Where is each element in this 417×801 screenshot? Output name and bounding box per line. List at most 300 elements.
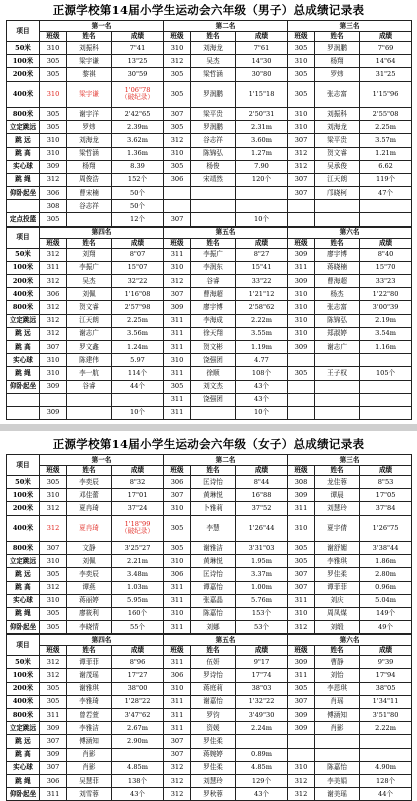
- score-cell: 3'38"44: [360, 541, 412, 554]
- score-cell: 10个: [236, 213, 288, 226]
- name-cell: 吴杰: [67, 275, 112, 288]
- name-cell: 郑淑婷: [315, 327, 360, 340]
- score-cell: 1.16m: [360, 340, 412, 353]
- column-header-name: 姓名: [191, 466, 236, 476]
- class-cell: 312: [40, 314, 67, 327]
- score-cell: 43个: [112, 788, 164, 801]
- event-label: 50米: [7, 248, 40, 261]
- class-cell: 306: [40, 187, 67, 200]
- class-cell: 305: [164, 380, 191, 393]
- score-cell: [360, 213, 412, 226]
- name-cell: 谢志广: [315, 340, 360, 353]
- name-cell: 罗润鹏: [315, 42, 360, 55]
- score-cell: 47个: [360, 187, 412, 200]
- rank-header: 第四名: [40, 227, 164, 238]
- name-cell: 李润东: [191, 261, 236, 274]
- score-cell: 8"44: [236, 476, 288, 489]
- event-label: 跳 绳: [7, 774, 40, 787]
- class-cell: 307: [164, 213, 191, 226]
- score-cell: [360, 354, 412, 367]
- name-cell: 肖瑶: [315, 695, 360, 708]
- name-cell: 谭燕: [67, 581, 112, 594]
- class-cell: 311: [164, 695, 191, 708]
- score-cell: 8"53: [360, 476, 412, 489]
- event-label: 仰卧起坐: [7, 621, 40, 634]
- table-row: [7, 502, 412, 515]
- class-cell: 306: [164, 173, 191, 186]
- column-header-score: 成绩: [360, 646, 412, 656]
- column-header-item: 项目: [7, 455, 40, 476]
- name-cell: 罗秋蓉: [191, 788, 236, 801]
- score-cell: 8"32: [112, 476, 164, 489]
- score-cell: 3'49"30: [236, 709, 288, 722]
- score-cell: 4.77: [236, 354, 288, 367]
- name-cell: [191, 187, 236, 200]
- score-cell: 3.57m: [360, 134, 412, 147]
- name-cell: 陈嘉怡: [191, 607, 236, 620]
- class-cell: 311: [40, 261, 67, 274]
- score-cell: [360, 380, 412, 393]
- name-cell: 刘缎: [315, 621, 360, 634]
- table-row: [7, 42, 412, 55]
- score-cell: 3.48m: [112, 568, 164, 581]
- score-cell: 10个: [236, 406, 288, 419]
- class-cell: 311: [164, 581, 191, 594]
- class-cell: 312: [40, 248, 67, 261]
- score-cell: 2.39m: [112, 121, 164, 134]
- score-cell: 114个: [112, 367, 164, 380]
- name-cell: 周俊浩: [67, 173, 112, 186]
- class-cell: 306: [40, 774, 67, 787]
- class-cell: 311: [164, 406, 191, 419]
- event-label: 跳 远: [7, 568, 40, 581]
- class-cell: 306: [164, 669, 191, 682]
- class-cell: 306: [164, 568, 191, 581]
- column-header-score: 成绩: [236, 466, 288, 476]
- name-cell: [315, 213, 360, 226]
- class-cell: 310: [40, 134, 67, 147]
- class-cell: 310: [288, 761, 315, 774]
- table-row: [7, 275, 412, 288]
- name-cell: 蒋丽婷: [67, 594, 112, 607]
- score-cell: 120个: [236, 173, 288, 186]
- score-cell: 1'16"08: [112, 288, 164, 301]
- name-cell: 蒋晓楠: [315, 261, 360, 274]
- score-cell: 138个: [112, 774, 164, 787]
- class-cell: 310: [164, 354, 191, 367]
- class-cell: 305: [40, 68, 67, 81]
- table-row: [7, 621, 412, 634]
- score-cell: 16"88: [236, 489, 288, 502]
- score-cell: 2'42"65: [112, 107, 164, 120]
- name-cell: 梁哲涵: [67, 147, 112, 160]
- name-cell: 谢雅洁: [191, 541, 236, 554]
- name-cell: 张志富: [315, 81, 360, 107]
- name-cell: 资媛: [191, 722, 236, 735]
- score-cell: 15"70: [360, 261, 412, 274]
- name-cell: 李雅洁: [67, 722, 112, 735]
- rank-header: 第一名: [40, 21, 164, 32]
- table-row: [7, 327, 412, 340]
- event-label: 200米: [7, 275, 40, 288]
- score-cell: 3'31"03: [236, 541, 288, 554]
- event-label: [7, 406, 40, 419]
- event-label: 200米: [7, 68, 40, 81]
- name-cell: 宋靖然: [191, 173, 236, 186]
- score-cell: 119个: [360, 173, 412, 186]
- score-cell: 2.21m: [112, 555, 164, 568]
- score-cell: 1'28"22: [112, 695, 164, 708]
- name-cell: 谢美瑶: [315, 788, 360, 801]
- name-cell: 曹海超: [191, 288, 236, 301]
- class-cell: 312: [40, 275, 67, 288]
- class-cell: 309: [288, 489, 315, 502]
- name-cell: 刘娜: [191, 621, 236, 634]
- table-row: [7, 187, 412, 200]
- class-cell: 312: [164, 55, 191, 68]
- score-cell: 33"23: [360, 275, 412, 288]
- event-label: 100米: [7, 669, 40, 682]
- name-cell: 卜雅莉: [191, 502, 236, 515]
- name-cell: 贺文睿: [315, 147, 360, 160]
- name-cell: [315, 354, 360, 367]
- name-cell: 贺文睿: [67, 301, 112, 314]
- table-row: [7, 55, 412, 68]
- event-label: 跳 高: [7, 581, 40, 594]
- name-cell: 李雅琦: [67, 695, 112, 708]
- score-cell: 0.89m: [236, 748, 288, 761]
- class-cell: 312: [40, 502, 67, 515]
- name-cell: 梁平贵: [191, 107, 236, 120]
- name-cell: 肖影: [67, 748, 112, 761]
- name-cell: 张嘉晶: [191, 594, 236, 607]
- score-cell: 5.97: [112, 354, 164, 367]
- class-cell: 312: [40, 656, 67, 669]
- class-cell: 310: [288, 314, 315, 327]
- event-label: 跳 远: [7, 134, 40, 147]
- name-cell: 谢茂瑶: [67, 669, 112, 682]
- score-cell: 1'18"99 （破纪录）: [112, 515, 164, 541]
- class-cell: 310: [288, 301, 315, 314]
- name-cell: 李奕辰: [67, 476, 112, 489]
- class-cell: 309: [288, 248, 315, 261]
- class-cell: 305: [288, 555, 315, 568]
- event-label: 跳 绳: [7, 607, 40, 620]
- name-cell: 伍妍: [191, 656, 236, 669]
- name-cell: 陈锦弘: [315, 314, 360, 327]
- name-cell: 谢宇洋: [67, 107, 112, 120]
- score-cell: 31"25: [360, 68, 412, 81]
- name-cell: 吴杰: [191, 55, 236, 68]
- score-cell: 1.24m: [112, 340, 164, 353]
- class-cell: 307: [40, 541, 67, 554]
- event-label: [7, 200, 40, 213]
- score-cell: 149个: [360, 607, 412, 620]
- rank-header: 第五名: [164, 227, 288, 238]
- rank-header: 第三名: [288, 21, 412, 32]
- page-separator: [0, 424, 417, 431]
- name-cell: 罗佳柔: [191, 761, 236, 774]
- score-cell: 1.86m: [360, 555, 412, 568]
- event-label: 跳 远: [7, 327, 40, 340]
- class-cell: 305: [40, 107, 67, 120]
- score-cell: 2'55"08: [360, 107, 412, 120]
- name-cell: 刘慧玲: [315, 502, 360, 515]
- class-cell: 311: [164, 656, 191, 669]
- score-cell: 1.21m: [360, 147, 412, 160]
- event-label: 立定跳远: [7, 121, 40, 134]
- class-cell: 312: [164, 275, 191, 288]
- name-cell: 夏冉琦: [67, 515, 112, 541]
- name-cell: 陈建伟: [67, 354, 112, 367]
- event-label: 50米: [7, 656, 40, 669]
- column-header-score: 成绩: [236, 238, 288, 248]
- column-header-class: 班级: [40, 466, 67, 476]
- name-cell: 李振广: [67, 261, 112, 274]
- class-cell: 307: [288, 581, 315, 594]
- name-cell: 傅涵知: [315, 709, 360, 722]
- name-cell: 邝晓柯: [315, 187, 360, 200]
- class-cell: 311: [40, 788, 67, 801]
- score-cell: 38"05: [360, 682, 412, 695]
- class-cell: 310: [164, 261, 191, 274]
- class-cell: 310: [40, 489, 67, 502]
- score-cell: 4.85m: [236, 761, 288, 774]
- class-cell: 310: [40, 354, 67, 367]
- class-cell: 306: [40, 288, 67, 301]
- name-cell: 李雅琪: [315, 555, 360, 568]
- score-cell: 1.03m: [112, 581, 164, 594]
- score-cell: 1.27m: [236, 147, 288, 160]
- score-cell: 53个: [236, 621, 288, 634]
- event-label: 800米: [7, 107, 40, 120]
- column-header-name: 姓名: [315, 238, 360, 248]
- class-cell: 305: [288, 682, 315, 695]
- class-cell: 310: [164, 147, 191, 160]
- name-cell: 刘振科: [67, 42, 112, 55]
- score-cell: 17"05: [360, 489, 412, 502]
- name-cell: [315, 200, 360, 213]
- class-cell: [288, 213, 315, 226]
- name-cell: [67, 406, 112, 419]
- name-cell: 张志富: [315, 301, 360, 314]
- column-header-class: 班级: [164, 466, 191, 476]
- event-label: 仰卧起坐: [7, 788, 40, 801]
- score-cell: 17"01: [112, 489, 164, 502]
- class-cell: 312: [288, 774, 315, 787]
- class-cell: 305: [288, 42, 315, 55]
- table-row: [7, 568, 412, 581]
- score-cell: [236, 735, 288, 748]
- class-cell: 312: [288, 621, 315, 634]
- name-cell: 谭菲菲: [67, 656, 112, 669]
- name-cell: 周凤煤: [315, 607, 360, 620]
- score-cell: 160个: [112, 607, 164, 620]
- score-cell: 15"41: [236, 261, 288, 274]
- table-row: [7, 774, 412, 787]
- name-cell: 罗文鑫: [67, 340, 112, 353]
- name-cell: 杨翔: [315, 55, 360, 68]
- score-cell: 3.55m: [236, 327, 288, 340]
- name-cell: 谭晨: [315, 489, 360, 502]
- table-row: [7, 213, 412, 226]
- class-cell: 305: [288, 81, 315, 107]
- class-cell: 307: [288, 173, 315, 186]
- class-cell: [288, 380, 315, 393]
- class-cell: 312: [40, 515, 67, 541]
- event-label: [7, 393, 40, 406]
- table-row: [7, 476, 412, 489]
- name-cell: 刘海龙: [67, 134, 112, 147]
- name-cell: 江天朗: [315, 173, 360, 186]
- name-cell: 罗润鹏: [191, 121, 236, 134]
- name-cell: 饶强团: [191, 393, 236, 406]
- score-cell: 17"27: [112, 669, 164, 682]
- class-cell: 305: [40, 568, 67, 581]
- class-cell: [288, 200, 315, 213]
- score-cell: 37"84: [360, 502, 412, 515]
- class-cell: 309: [40, 406, 67, 419]
- score-cell: 44个: [112, 380, 164, 393]
- score-cell: 8"27: [236, 248, 288, 261]
- name-cell: [315, 406, 360, 419]
- class-cell: 311: [288, 502, 315, 515]
- name-cell: 刘庆: [315, 594, 360, 607]
- class-cell: 305: [40, 621, 67, 634]
- class-cell: 310: [288, 515, 315, 541]
- score-cell: 8"96: [112, 656, 164, 669]
- name-cell: 曹海超: [315, 275, 360, 288]
- class-cell: 311: [40, 709, 67, 722]
- class-cell: 310: [288, 107, 315, 120]
- class-cell: 305: [40, 682, 67, 695]
- class-cell: 307: [164, 735, 191, 748]
- table-row: [7, 695, 412, 708]
- class-cell: 307: [288, 187, 315, 200]
- score-cell: 30"80: [236, 68, 288, 81]
- class-cell: 311: [164, 248, 191, 261]
- column-header-name: 姓名: [315, 32, 360, 42]
- name-cell: 刘怡: [315, 669, 360, 682]
- class-cell: 310: [40, 81, 67, 107]
- column-header-class: 班级: [164, 238, 191, 248]
- event-label: 跳 绳: [7, 367, 40, 380]
- class-cell: 307: [164, 748, 191, 761]
- name-cell: 匡诗怡: [191, 476, 236, 489]
- name-cell: [67, 213, 112, 226]
- boys-sheet: [6, 0, 411, 420]
- event-label: 实心球: [7, 354, 40, 367]
- score-cell: 4.90m: [360, 761, 412, 774]
- name-cell: 谷睿: [191, 275, 236, 288]
- score-cell: 14"30: [236, 55, 288, 68]
- table-row: [7, 669, 412, 682]
- class-cell: [288, 406, 315, 419]
- class-cell: 307: [164, 288, 191, 301]
- class-cell: 305: [40, 213, 67, 226]
- score-cell: 4.85m: [112, 761, 164, 774]
- rank-header: 第六名: [288, 227, 412, 238]
- score-cell: 50个: [112, 200, 164, 213]
- class-cell: 311: [164, 621, 191, 634]
- class-cell: 310: [164, 607, 191, 620]
- event-label: 立定跳远: [7, 555, 40, 568]
- table-row: [7, 288, 412, 301]
- table-row: [7, 81, 412, 107]
- score-cell: 2.67m: [112, 722, 164, 735]
- class-cell: [288, 735, 315, 748]
- class-cell: 311: [164, 327, 191, 340]
- class-cell: 309: [40, 722, 67, 735]
- name-cell: 刘文杰: [191, 380, 236, 393]
- column-header-name: 姓名: [191, 238, 236, 248]
- event-label: 实心球: [7, 761, 40, 774]
- score-cell: 1.36m: [112, 147, 164, 160]
- name-cell: 杨翔: [67, 160, 112, 173]
- score-cell: 0.96m: [360, 581, 412, 594]
- name-cell: 李美娟: [315, 774, 360, 787]
- name-cell: 龙佳蓉: [315, 476, 360, 489]
- class-cell: 305: [40, 695, 67, 708]
- score-cell: 9"39: [360, 656, 412, 669]
- score-cell: 30"59: [112, 68, 164, 81]
- name-cell: 李晓情: [67, 621, 112, 634]
- score-cell: 17"94: [360, 669, 412, 682]
- class-cell: 307: [164, 107, 191, 120]
- score-cell: 2.80m: [360, 568, 412, 581]
- class-cell: [288, 748, 315, 761]
- column-header-name: 姓名: [67, 646, 112, 656]
- score-cell: 1.95m: [236, 555, 288, 568]
- table-row: [7, 406, 412, 419]
- table-row: [7, 121, 412, 134]
- score-cell: 1'34"11: [360, 695, 412, 708]
- name-cell: [315, 380, 360, 393]
- name-cell: 刘佩: [67, 288, 112, 301]
- rank-header: 第六名: [288, 635, 412, 646]
- score-cell: 8"07: [112, 248, 164, 261]
- table-row: [7, 314, 412, 327]
- column-header-name: 姓名: [67, 32, 112, 42]
- name-cell: 饶强团: [191, 354, 236, 367]
- name-cell: 谷睿: [67, 380, 112, 393]
- score-cell: 128个: [360, 774, 412, 787]
- score-cell: 9"17: [236, 656, 288, 669]
- score-cell: 37"24: [112, 502, 164, 515]
- class-cell: 305: [288, 367, 315, 380]
- event-label: 50米: [7, 42, 40, 55]
- rank-header: 第四名: [40, 635, 164, 646]
- score-cell: 7.90: [236, 160, 288, 173]
- column-header-score: 成绩: [112, 32, 164, 42]
- event-label: 800米: [7, 709, 40, 722]
- score-cell: 1'26"75: [360, 515, 412, 541]
- girls-sheet: [6, 434, 411, 801]
- class-cell: 310: [40, 42, 67, 55]
- name-cell: [191, 213, 236, 226]
- class-cell: 311: [164, 594, 191, 607]
- class-cell: 312: [164, 774, 191, 787]
- score-cell: 2'58"62: [236, 301, 288, 314]
- class-cell: 309: [288, 722, 315, 735]
- name-cell: [315, 748, 360, 761]
- class-cell: 309: [40, 748, 67, 761]
- name-cell: 谢志广: [67, 327, 112, 340]
- table-row: [7, 594, 412, 607]
- name-cell: 夏宇倩: [315, 515, 360, 541]
- class-cell: 309: [164, 301, 191, 314]
- name-cell: 谢嘉怡: [191, 695, 236, 708]
